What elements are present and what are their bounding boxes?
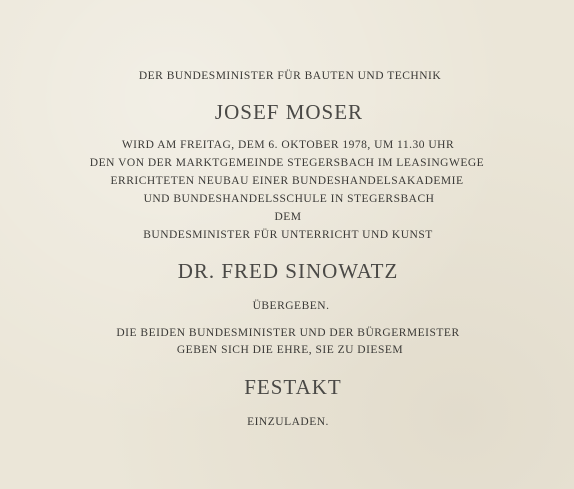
event-date-line: WIRD AM FREITAG, DEM 6. OKTOBER 1978, UM 11.30 UHR (121, 139, 455, 151)
handover-line: ÜBERGEBEN. (252, 300, 330, 312)
invite-line: EINZULADEN. (247, 416, 329, 428)
dem-line: DEM (274, 211, 302, 223)
recipient-name: DR. FRED SINOWATZ (177, 259, 399, 283)
honor-line: GEBEN SICH DIE EHRE, SIE ZU DIESEM (176, 344, 404, 356)
host-name: JOSEF MOSER (214, 100, 364, 124)
host-title: DER BUNDESMINISTER FÜR BAUTEN UND TECHNIK (138, 70, 442, 82)
ministers-line: DIE BEIDEN BUNDESMINISTER UND DER BÜRGERMEISTER (116, 327, 460, 339)
municipality-line: DEN VON DER MARKTGEMEINDE STEGERSBACH IM LEASINGWEGE (89, 157, 485, 169)
recipient-title: BUNDESMINISTER FÜR UNTERRICHT UND KUNST (143, 229, 433, 241)
event-title: FESTAKT (244, 375, 342, 399)
school-line: UND BUNDESHANDELSSCHULE IN STEGERSBACH (143, 193, 435, 205)
building-line: ERRICHTETEN NEUBAU EINER BUNDESHANDELSAKADEMIE (110, 175, 464, 187)
